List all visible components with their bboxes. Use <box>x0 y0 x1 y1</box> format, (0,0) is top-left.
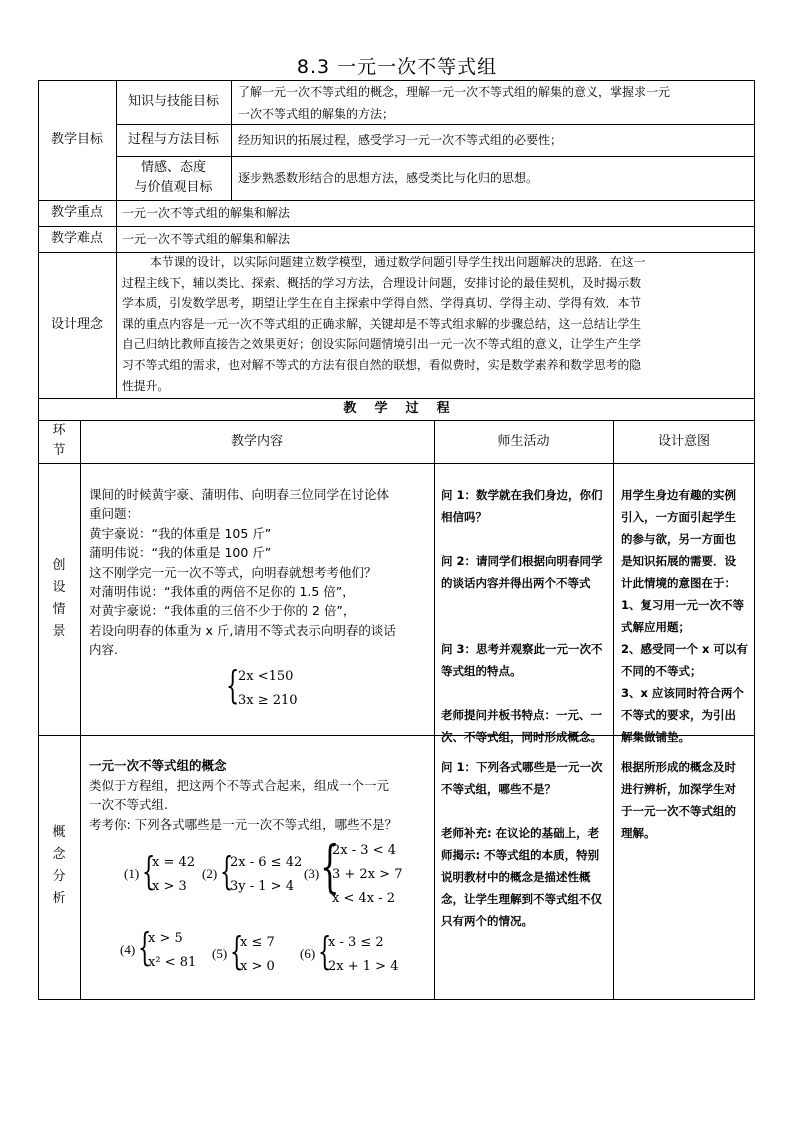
stage1-intent: 用学生身边有趣的实例 引入，一方面引起学生 的参与欲，另一方面也 是知识拓展的需要．设 计此情境的意图在于： 1、复习用一元一次不等 式解应用题； 2、感受同一个 x 可以有 不同的不等式； 3、x 应该同时符合两个 不等式的要求，为引出 解集做铺垫。 <box>621 488 748 744</box>
knowledge-goal-label: 知识与技能目标 <box>127 94 219 109</box>
item-1-label: (1) <box>124 866 140 881</box>
stage2-label: 概 念 分 析 <box>52 825 66 906</box>
rule <box>231 80 232 200</box>
rule <box>38 200 755 201</box>
rule <box>116 156 755 157</box>
process-goal-text: 经历知识的拓展过程，感受学习一元一次不等式组的必要性； <box>238 133 563 147</box>
rule <box>80 420 81 1000</box>
concept-definition: 类似于方程组，把这两个不等式合起来，组成一个一元 一次不等式组. 考考你: 下列各式哪些是一元一次不等式组，哪些不是？ <box>89 778 398 832</box>
stage2-intent: 根据所形成的概念及时 进行辨析，加深学生对 于一元一次不等式组的 理解。 <box>621 760 736 840</box>
stage1-label: 创 设 情 景 <box>52 558 66 639</box>
concept-heading: 一元一次不等式组的概念 <box>89 758 227 773</box>
stage1-content: 课间的时候黄宇豪、蒲明伟、向明春三位同学在讨论体 重问题： 黄宇豪说：“我的体重是 105 斤” 蒲明伟说：“我的体重是 100 斤” 这不刚学完一元一次不等式，向明春就想考考他们？ 对蒲明伟说：“我体重的两倍不足你的 1.5 倍”， 对黄宇豪说：“我体重的三倍不少于你的 2 倍”， 若设向明春的体重为 x 斤,请用不等式表示向明春的谈话 内容. <box>89 487 396 658</box>
item-4-label: (4) <box>120 942 136 957</box>
process-goal-label: 过程与方法目标 <box>127 132 219 147</box>
process-heading: 教 学 过 程 <box>343 401 450 416</box>
item-3-label: (3) <box>304 866 320 881</box>
key-point-label: 教学重点 <box>50 205 103 220</box>
design-idea-label: 设计理念 <box>50 317 103 332</box>
difficulty-label: 教学难点 <box>50 231 103 246</box>
stage1-activity: 问 1：数学就在我们身边，你们 相信吗？ 问 2：请同学们根据向明春同学 的谈话内容并得出两个不等式 问 3：思考并观察此一元一次不 等式组的特点。 老师提问并板书特点：一元、一 次、不等式组，同时形成概念。 <box>441 488 603 744</box>
stage2-activity: 问 1：下列各式哪些是一元一次 不等式组，哪些不是？ 老师补充: 在议论的基础上，老 师揭示: 不等式组的本质，特别 说明教材中的概念是描述性概 念，让学生理解到不等式组不仅 只有两个的情况。 <box>441 760 603 928</box>
key-point-text: 一元一次不等式组的解集和解法 <box>122 206 291 220</box>
rule <box>38 463 755 464</box>
item-2-label: (2) <box>202 866 218 881</box>
item-5-label: (5) <box>212 946 228 961</box>
activity-column-header: 师生活动 <box>497 434 550 449</box>
rule <box>613 420 614 1000</box>
rule <box>434 420 435 1000</box>
difficulty-text: 一元一次不等式组的解集和解法 <box>122 232 291 246</box>
page-title: 8.3 一元一次不等式组 <box>296 56 498 78</box>
content-column-header: 教学内容 <box>230 434 283 449</box>
item-6-label: (6) <box>300 946 316 961</box>
design-idea-text: 本节课的设计，以实际问题建立数学模型，通过数学问题引导学生找出问题解决的思路．在这一 过程主线下，辅以类比、探索、概括的学习方法，合理设计问题，安排讨论的最佳契机，及时揭示数 学本质，引发数学思考，期望让学生在自主探索中学得自然、学得真切、学得主动、学得有效．本节 课的重点内容是一元一次不等式组的正确求解，关键却是不等式组求解的步骤总结，这一总结让学生 自己归纳比教师直接告之效果更好；创设实际问题情境引出一元一次不等式组的意义，让学生产生学 习不等式组的需求，也对解不等式的方法有很自然的联想，看似费时，实是数学素养和数学思考的隐 性提升。 <box>122 255 646 393</box>
knowledge-goal-text: 了解一元一次不等式组的概念，理解一元一次不等式组的解集的意义，掌握求一元 一次不等式组的解集的方法； <box>238 85 671 121</box>
rule <box>116 80 117 398</box>
stage-column-header: 环 节 <box>52 423 66 458</box>
objectives-label: 教学目标 <box>50 132 103 147</box>
attitude-goal-label: 情感、态度 与价值观目标 <box>134 160 213 195</box>
rule <box>38 226 755 227</box>
intent-column-header: 设计意图 <box>657 434 710 449</box>
attitude-goal-text: 逐步熟悉数形结合的思想方法，感受类比与化归的思想。 <box>238 171 539 185</box>
rule <box>38 420 755 421</box>
